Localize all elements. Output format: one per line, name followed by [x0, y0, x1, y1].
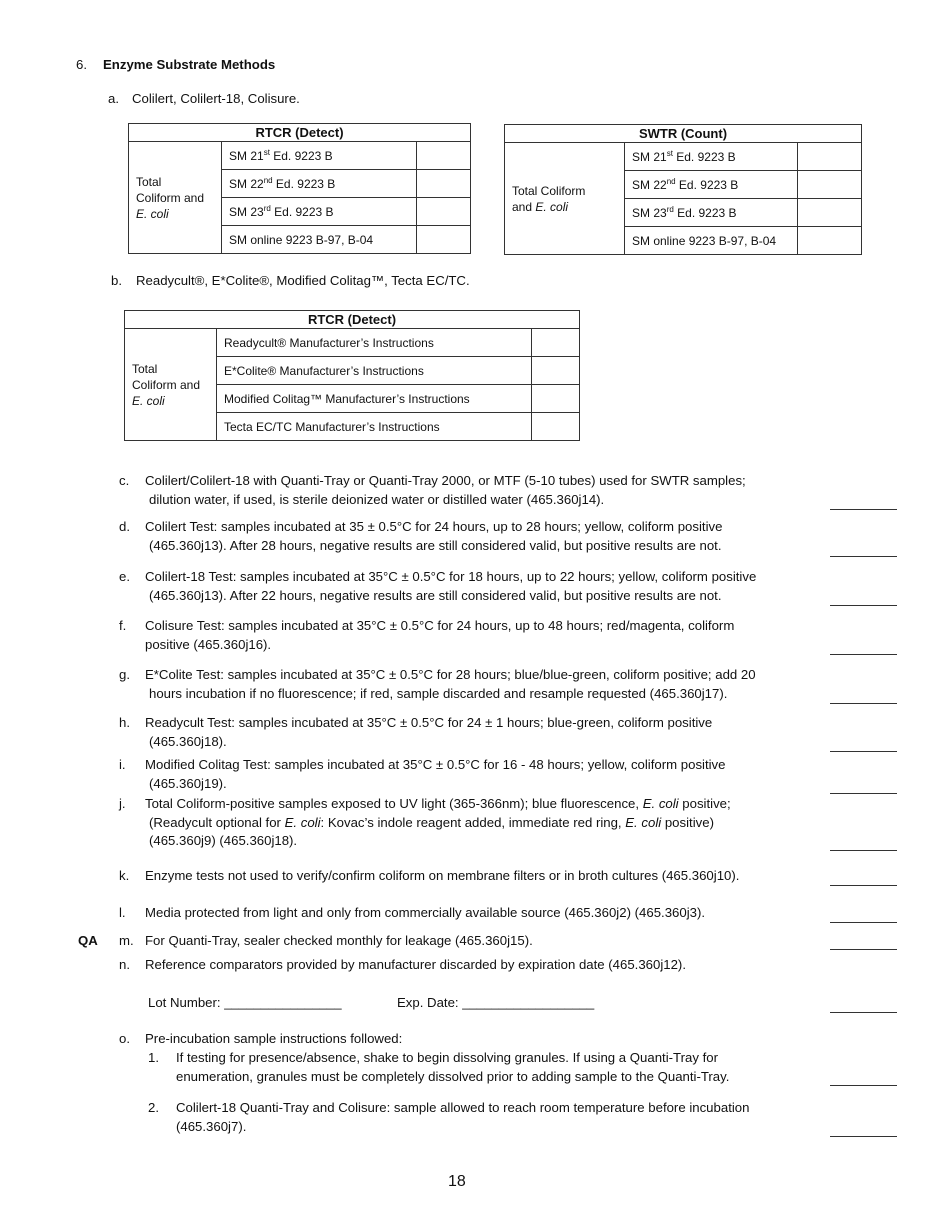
check-cell[interactable] [417, 142, 471, 170]
list-item-e [119, 568, 756, 605]
check-cell[interactable] [417, 198, 471, 226]
method-cell: SM online 9223 B-97, B-04 [625, 227, 798, 255]
answer-blank[interactable] [830, 885, 897, 886]
item-line: (465.360j19). [149, 775, 227, 791]
list-item-f [119, 617, 734, 654]
item-letter: d. [119, 519, 130, 534]
item-line: (465.360j7). [176, 1118, 247, 1134]
check-cell[interactable] [798, 227, 862, 255]
row-label-line: E. coli [535, 199, 569, 214]
rtcr-table-b [124, 310, 580, 441]
item-line: If testing for presence/absence, shake to begin dissolving granules. If using a Quanti-Tray for [176, 1050, 718, 1065]
row-label-line: E. coli [136, 206, 169, 221]
rtcr-b-row-label [125, 329, 217, 441]
part-a-letter: a. [108, 91, 119, 106]
swtr-header: SWTR (Count) [505, 125, 862, 143]
item-letter: j. [119, 796, 126, 811]
answer-blank[interactable] [830, 850, 897, 851]
check-cell[interactable] [532, 413, 580, 441]
sub-item-number: 2. [148, 1100, 159, 1115]
part-b-text: Readycult®, E*Colite®, Modified Colitag™, Tecta EC/TC. [136, 273, 470, 288]
section-number: 6. [76, 57, 87, 72]
item-line: hours incubation if no fluorescence; if red, sample discarded and resample requested (465.360j17). [149, 685, 728, 701]
list-item-g [119, 666, 756, 703]
item-line: Total Coliform-positive samples exposed to UV light (365-366nm); blue fluorescence, E. coli positive; [145, 796, 731, 811]
swtr-table [504, 124, 862, 255]
item-line: positive (465.360j16). [145, 636, 272, 652]
row-label-line: Coliform and [132, 377, 201, 392]
item-line: dilution water, if used, is sterile deionized water or distilled water (465.360j14). [149, 491, 605, 507]
sub-item-number: 1. [148, 1050, 159, 1065]
method-cell: Readycult® Manufacturer’s Instructions [217, 329, 532, 357]
method-cell: Tecta EC/TC Manufacturer’s Instructions [217, 413, 532, 441]
answer-blank[interactable] [830, 1136, 897, 1137]
item-line: Readycult Test: samples incubated at 35°C ± 0.5°C for 24 ± 1 hours; blue-green, coliform positive [145, 715, 713, 730]
list-item-j [119, 795, 731, 851]
row-label-line: Total [136, 174, 162, 189]
section-title: Enzyme Substrate Methods [103, 57, 276, 72]
answer-blank[interactable] [830, 922, 897, 923]
rtcr-table-a [128, 123, 471, 254]
page-number: 18 [448, 1173, 466, 1190]
answer-blank[interactable] [830, 509, 897, 510]
part-b-letter: b. [111, 273, 122, 288]
check-cell[interactable] [417, 170, 471, 198]
item-line: Media protected from light and only from commercially available source (465.360j2) (465.360j3). [145, 905, 706, 920]
check-cell[interactable] [532, 329, 580, 357]
item-letter: h. [119, 715, 130, 730]
answer-blank[interactable] [830, 793, 897, 794]
item-line: Colilert/Colilert-18 with Quanti-Tray or Quanti-Tray 2000, or MTF (5-10 tubes) used for SWTR samples; [145, 473, 746, 488]
check-cell[interactable] [532, 385, 580, 413]
check-cell[interactable] [417, 226, 471, 254]
check-cell[interactable] [798, 199, 862, 227]
method-cell: SM 23rd Ed. 9223 B [222, 198, 417, 226]
answer-blank[interactable] [830, 751, 897, 752]
item-line: Pre-incubation sample instructions followed: [145, 1031, 403, 1046]
item-letter: l. [119, 905, 126, 920]
answer-blank[interactable] [830, 556, 897, 557]
list-item-n [119, 956, 686, 975]
method-cell: SM online 9223 B-97, B-04 [222, 226, 417, 254]
item-letter: i. [119, 757, 126, 772]
item-line: For Quanti-Tray, sealer checked monthly for leakage (465.360j15). [145, 933, 533, 948]
item-line: (465.360j9) (465.360j18). [149, 833, 298, 848]
row-label-line: Coliform and [136, 190, 205, 205]
method-cell: SM 22nd Ed. 9223 B [625, 171, 798, 199]
row-label-line: E. coli [132, 393, 165, 408]
method-cell: Modified Colitag™ Manufacturer’s Instructions [217, 385, 532, 413]
list-item-l [119, 904, 705, 923]
rtcr-b-header: RTCR (Detect) [125, 311, 580, 329]
list-item-d [119, 518, 722, 555]
list-item-h [119, 714, 712, 751]
item-line: Reference comparators provided by manufacturer discarded by expiration date (465.360j12). [145, 957, 686, 972]
item-line: Colilert-18 Quanti-Tray and Colisure: sample allowed to reach room temperature before incubation [176, 1100, 750, 1115]
item-letter: m. [119, 933, 134, 948]
method-cell: E*Colite® Manufacturer’s Instructions [217, 357, 532, 385]
row-label-line: Total Coliform [512, 183, 586, 198]
item-line: Colisure Test: samples incubated at 35°C ± 0.5°C for 24 hours, up to 48 hours; red/magenta, coliform [145, 618, 735, 633]
answer-blank[interactable] [830, 605, 897, 606]
answer-blank[interactable] [830, 703, 897, 704]
part-a-text: Colilert, Colilert-18, Colisure. [132, 91, 300, 106]
method-cell: SM 21st Ed. 9223 B [625, 143, 798, 171]
item-line: (465.360j13). After 28 hours, negative results are still considered valid, but positive results are not. [149, 537, 722, 553]
method-cell: SM 22nd Ed. 9223 B [222, 170, 417, 198]
rtcr-a-header: RTCR (Detect) [129, 124, 471, 142]
item-line: (Readycult optional for E. coli: Kovac’s indole reagent added, immediate red ring, E. coli positive) [149, 814, 714, 830]
answer-blank[interactable] [830, 1085, 897, 1086]
item-line: (465.360j18). [149, 733, 227, 749]
item-letter: c. [119, 473, 130, 488]
item-line: Colilert-18 Test: samples incubated at 35°C ± 0.5°C for 18 hours, up to 22 hours; yellow, coliform positive [145, 569, 757, 584]
qa-label: QA [78, 933, 98, 948]
item-letter: k. [119, 868, 130, 883]
method-cell: SM 23rd Ed. 9223 B [625, 199, 798, 227]
exp-date-field[interactable]: Exp. Date: __________________ [397, 995, 595, 1010]
answer-blank[interactable] [830, 1012, 897, 1013]
check-cell[interactable] [798, 171, 862, 199]
row-label-line: Total [132, 361, 158, 376]
item-letter: g. [119, 667, 130, 682]
item-letter: e. [119, 569, 130, 584]
row-label-line: and [512, 199, 533, 214]
list-item-i [119, 756, 726, 793]
item-letter: n. [119, 957, 130, 972]
rtcr-a-row-label [129, 142, 222, 254]
list-item-o [119, 1030, 402, 1049]
lot-number-field[interactable]: Lot Number: ________________ [148, 995, 342, 1010]
check-cell[interactable] [532, 357, 580, 385]
method-cell: SM 21st Ed. 9223 B [222, 142, 417, 170]
swtr-row-label [505, 143, 625, 255]
item-line: Colilert Test: samples incubated at 35 ± 0.5°C for 24 hours, up to 28 hours; yellow, coliform positive [145, 519, 723, 534]
item-letter: o. [119, 1031, 130, 1046]
item-line: (465.360j13). After 22 hours, negative results are still considered valid, but positive results are not. [149, 587, 722, 603]
check-cell[interactable] [798, 143, 862, 171]
item-letter: f. [119, 618, 127, 633]
sub-item-1 [148, 1049, 729, 1086]
item-line: enumeration, granules must be completely dissolved prior to adding sample to the Quanti-Tray. [176, 1068, 730, 1084]
list-item-k [119, 867, 739, 886]
answer-blank[interactable] [830, 949, 897, 950]
item-line: Modified Colitag Test: samples incubated at 35°C ± 0.5°C for 16 - 48 hours; yellow, coliform positive [145, 757, 726, 772]
list-item-m [119, 932, 533, 951]
sub-item-2 [148, 1099, 749, 1136]
answer-blank[interactable] [830, 654, 897, 655]
item-line: E*Colite Test: samples incubated at 35°C ± 0.5°C for 28 hours; blue/blue-green, coliform positive; add 20 [145, 667, 756, 682]
item-line: Enzyme tests not used to verify/confirm coliform on membrane filters or in broth cultures (465.360j10). [145, 868, 740, 883]
list-item-c [119, 472, 746, 509]
